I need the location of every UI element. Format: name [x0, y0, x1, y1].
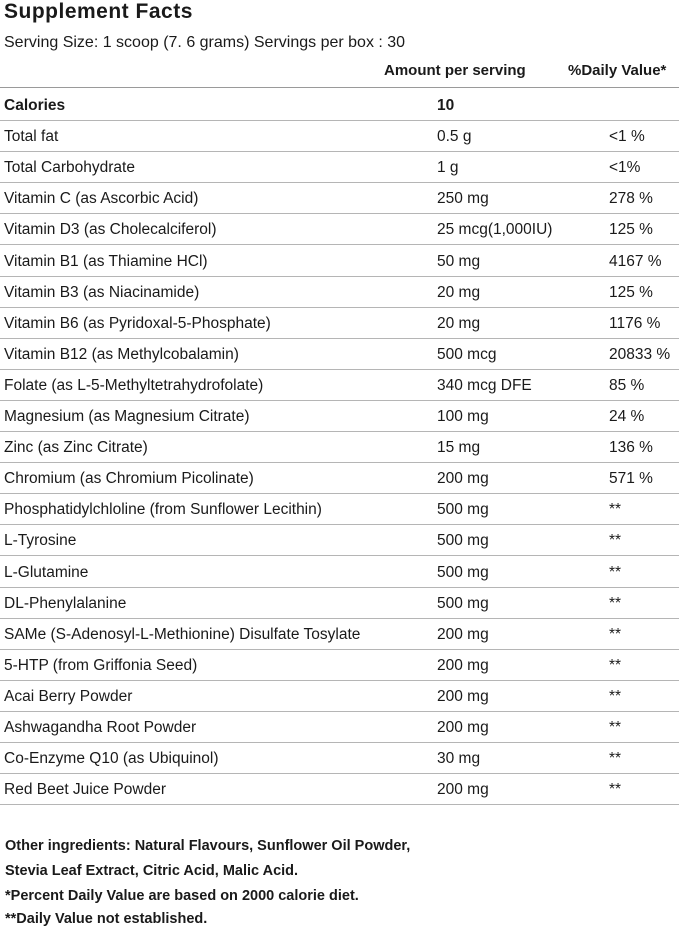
nutrient-amount: 340 mcg DFE — [437, 376, 532, 394]
nutrient-name: Co-Enzyme Q10 (as Ubiquinol) — [4, 750, 219, 768]
nutrient-row — [0, 214, 679, 245]
nutrient-name: Zinc (as Zinc Citrate) — [4, 439, 148, 457]
nutrient-row — [0, 525, 679, 556]
nutrient-name: Vitamin B3 (as Niacinamide) — [4, 283, 200, 301]
nutrient-amount: 1 g — [437, 159, 459, 177]
nutrient-name: Vitamin B12 (as Methylcobalamin) — [4, 345, 239, 363]
nutrient-amount: 50 mg — [437, 252, 481, 270]
nutrient-daily-value: ** — [609, 781, 622, 799]
nutrient-row — [0, 650, 679, 681]
nutrient-daily-value: <1% — [609, 159, 641, 177]
nutrient-daily-value: 1176 % — [609, 314, 661, 332]
nutrient-amount: 25 mcg(1,000IU) — [437, 221, 553, 239]
nutrient-daily-value: 85 % — [609, 376, 645, 394]
nutrient-name: Folate (as L-5-Methyltetrahydrofolate) — [4, 376, 264, 394]
nutrient-daily-value: ** — [609, 501, 622, 519]
nutrient-name: Total Carbohydrate — [4, 159, 135, 177]
nutrient-row — [0, 712, 679, 743]
nutrient-daily-value: 136 % — [609, 439, 653, 457]
nutrient-row — [0, 370, 679, 401]
nutrient-daily-value: ** — [609, 532, 622, 550]
nutrient-amount: 500 mg — [437, 501, 489, 519]
nutrient-name: Ashwagandha Root Powder — [4, 719, 197, 736]
nutrient-row — [0, 277, 679, 308]
nutrient-name: Vitamin B1 (as Thiamine HCl) — [4, 252, 208, 270]
nutrient-amount: 0.5 g — [437, 128, 472, 146]
nutrient-daily-value: ** — [609, 687, 622, 705]
nutrient-amount: 200 mg — [437, 719, 489, 736]
nutrient-amount: 200 mg — [437, 781, 489, 799]
amount-header: Amount per serving — [384, 62, 526, 79]
nutrient-amount: 20 mg — [437, 314, 481, 332]
nutrient-daily-value: ** — [609, 625, 622, 643]
nutrient-daily-value: 125 % — [609, 221, 653, 239]
nutrient-name: Magnesium (as Magnesium Citrate) — [4, 408, 250, 425]
nutrient-name: Phosphatidylchloline (from Sunflower Lecithin) — [4, 501, 322, 519]
nutrient-row — [0, 152, 679, 183]
nutrient-row — [0, 557, 679, 588]
nutrient-name: DL-Phenylalanine — [4, 594, 127, 612]
nutrient-daily-value: <1 % — [609, 128, 645, 146]
nutrient-amount: 500 mg — [437, 563, 489, 581]
nutrient-row — [0, 432, 679, 463]
nutrient-amount: 10 — [437, 97, 455, 114]
serving-info: Serving Size: 1 scoop (7. 6 grams) Servings per box : 30 — [4, 34, 406, 51]
nutrient-name: 5-HTP (from Griffonia Seed) — [4, 656, 198, 674]
nutrient-daily-value: 125 % — [609, 283, 653, 301]
footer-note-dv: *Percent Daily Value are based on 2000 calorie diet. — [5, 888, 359, 904]
nutrient-row — [0, 619, 679, 650]
nutrient-row — [0, 121, 679, 152]
nutrient-amount: 500 mg — [437, 594, 489, 612]
nutrient-name: Acai Berry Powder — [4, 687, 133, 705]
nutrient-name: Chromium (as Chromium Picolinate) — [4, 470, 254, 488]
nutrient-daily-value: 278 % — [609, 190, 653, 208]
nutrient-daily-value: ** — [609, 563, 622, 581]
nutrient-amount: 250 mg — [437, 190, 489, 208]
nutrient-amount: 30 mg — [437, 750, 481, 768]
nutrient-daily-value: ** — [609, 719, 622, 736]
footer-note-not-established: **Daily Value not established. — [5, 911, 208, 927]
nutrient-amount: 15 mg — [437, 439, 481, 457]
nutrient-daily-value: 4167 % — [609, 252, 662, 270]
nutrient-daily-value: 24 % — [609, 408, 645, 425]
nutrient-amount: 200 mg — [437, 470, 489, 488]
nutrient-row — [0, 463, 679, 494]
footer-ingredients-1: Other ingredients: Natural Flavours, Sunflower Oil Powder, — [5, 838, 411, 854]
nutrient-row — [0, 774, 679, 805]
nutrient-amount: 20 mg — [437, 283, 481, 301]
nutrient-row — [0, 308, 679, 339]
calories-row — [0, 90, 679, 121]
nutrient-amount: 200 mg — [437, 625, 489, 643]
nutrient-name: L-Tyrosine — [4, 532, 77, 550]
nutrient-amount: 100 mg — [437, 408, 489, 425]
daily-value-header: %Daily Value* — [568, 62, 667, 79]
header-divider — [0, 87, 679, 88]
nutrient-row — [0, 494, 679, 525]
nutrient-name: Red Beet Juice Powder — [4, 781, 166, 799]
nutrient-name: SAMe (S-Adenosyl-L-Methionine) Disulfate Tosylate — [4, 625, 361, 643]
nutrient-row — [0, 246, 679, 277]
nutrient-row — [0, 681, 679, 712]
nutrient-row — [0, 588, 679, 619]
page-title: Supplement Facts — [4, 0, 193, 23]
nutrient-row — [0, 183, 679, 214]
nutrient-name: Total fat — [4, 128, 59, 146]
nutrient-name: Vitamin D3 (as Cholecalciferol) — [4, 221, 217, 239]
nutrient-amount: 500 mcg — [437, 345, 497, 363]
nutrient-daily-value: ** — [609, 750, 622, 768]
nutrient-daily-value: ** — [609, 594, 622, 612]
nutrient-name: Calories — [4, 97, 66, 114]
nutrient-row — [0, 401, 679, 432]
nutrient-amount: 200 mg — [437, 656, 489, 674]
nutrient-name: Vitamin B6 (as Pyridoxal-5-Phosphate) — [4, 314, 271, 332]
nutrient-daily-value: ** — [609, 656, 622, 674]
nutrient-amount: 500 mg — [437, 532, 489, 550]
footer-ingredients-2: Stevia Leaf Extract, Citric Acid, Malic Acid. — [5, 863, 299, 879]
nutrient-daily-value: 571 % — [609, 470, 653, 488]
nutrient-row — [0, 339, 679, 370]
nutrient-amount: 200 mg — [437, 687, 489, 705]
nutrient-name: Vitamin C (as Ascorbic Acid) — [4, 190, 199, 208]
nutrient-row — [0, 743, 679, 774]
nutrient-name: L-Glutamine — [4, 563, 89, 581]
nutrient-daily-value: 20833 % — [609, 345, 671, 363]
